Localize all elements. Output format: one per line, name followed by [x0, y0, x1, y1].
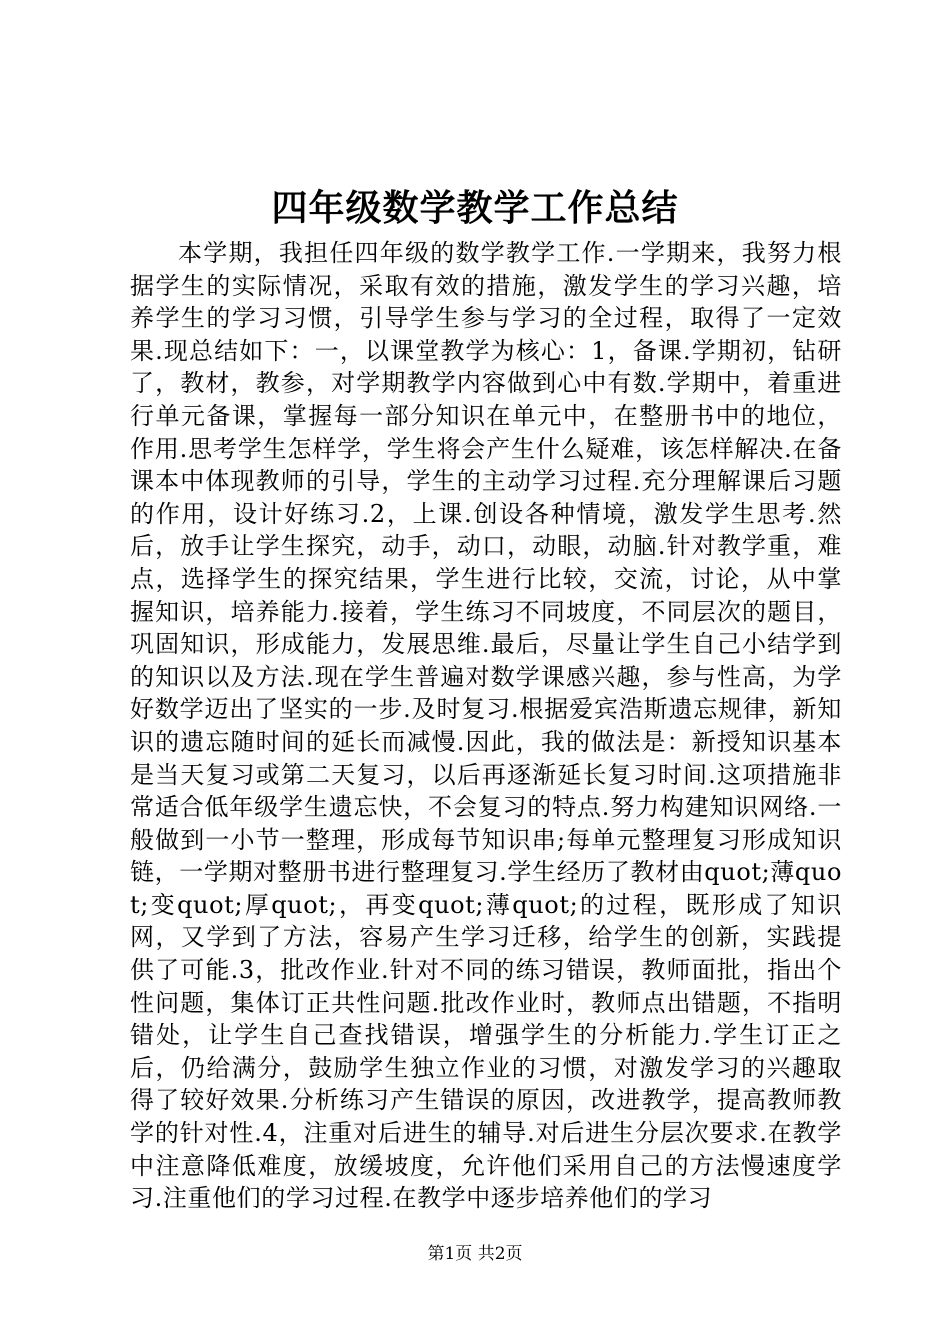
page-number-footer: 第1页 共2页 [427, 1244, 523, 1264]
document-body: 本学期，我担任四年级的数学教学工作.一学期来，我努力根据学生的实际情况，采取有效的措施，激发学生的学习兴趣，培养学生的学习习惯，引导学生参与学习的全过程，取得了一定效果.现总结如下：一，以课堂教学为核心：1，备课.学期初，钻研了，教材，教参，对学期教学内容做到心中有数.学期中，着重进行单元备课，掌握每一部分知识在单元中，在整册书中的地位，作用.思考学生怎样学，学生将会产生什么疑难，该怎样解决.在备课本中体现教师的引导，学生的主动学习过程.充分理解课后习题的作用，设计好练习.2，上课.创设各种情境，激发学生思考.然后，放手让学生探究，动手，动口，动眼，动脑.针对教学重，难点，选择学生的探究结果，学生进行比较，交流，讨论，从中掌握知识，培养能力.接着，学生练习不同坡度，不同层次的题目，巩固知识，形成能力，发展思维.最后，尽量让学生自己小结学到的知识以及方法.现在学生普遍对数学课感兴趣，参与性高，为学好数学迈出了坚实的一步.及时复习.根据爱宾浩斯遗忘规律，新知识的遗忘随时间的延长而减慢.因此，我的做法是：新授知识基本是当天复习或第二天复习，以后再逐渐延长复习时间.这项措施非常适合低年级学生遗忘快，不会复习的特点.努力构建知识网络.一般做到一小节一整理，形成每节知识串;每单元整理复习形成知识链，一学期对整册书进行整理复习.学生经历了教材由quot;薄quot;变quot;厚quot;，再变quot;薄quot;的过程，既形成了知识网，又学到了方法，容易产生学习迁移，给学生的创新，实践提供了可能.3，批改作业.针对不同的练习错误，教师面批，指出个性问题，集体订正共性问题.批改作业时，教师点出错题，不指明错处，让学生自己查找错误，增强学生的分析能力.学生订正之后，仍给满分，鼓励学生独立作业的习惯，对激发学习的兴趣取得了较好效果.分析练习产生错误的原因，改进教学，提高教师教学的针对性.4，注重对后进生的辅导.对后进生分层次要求.在教学中注意降低难度，放缓坡度，允许他们采用自己的方法慢速度学习.注重他们的学习过程.在教学中逐步培养他们的学习 [130, 239, 842, 1213]
document-title: 四年级数学教学工作总结 [271, 187, 679, 229]
